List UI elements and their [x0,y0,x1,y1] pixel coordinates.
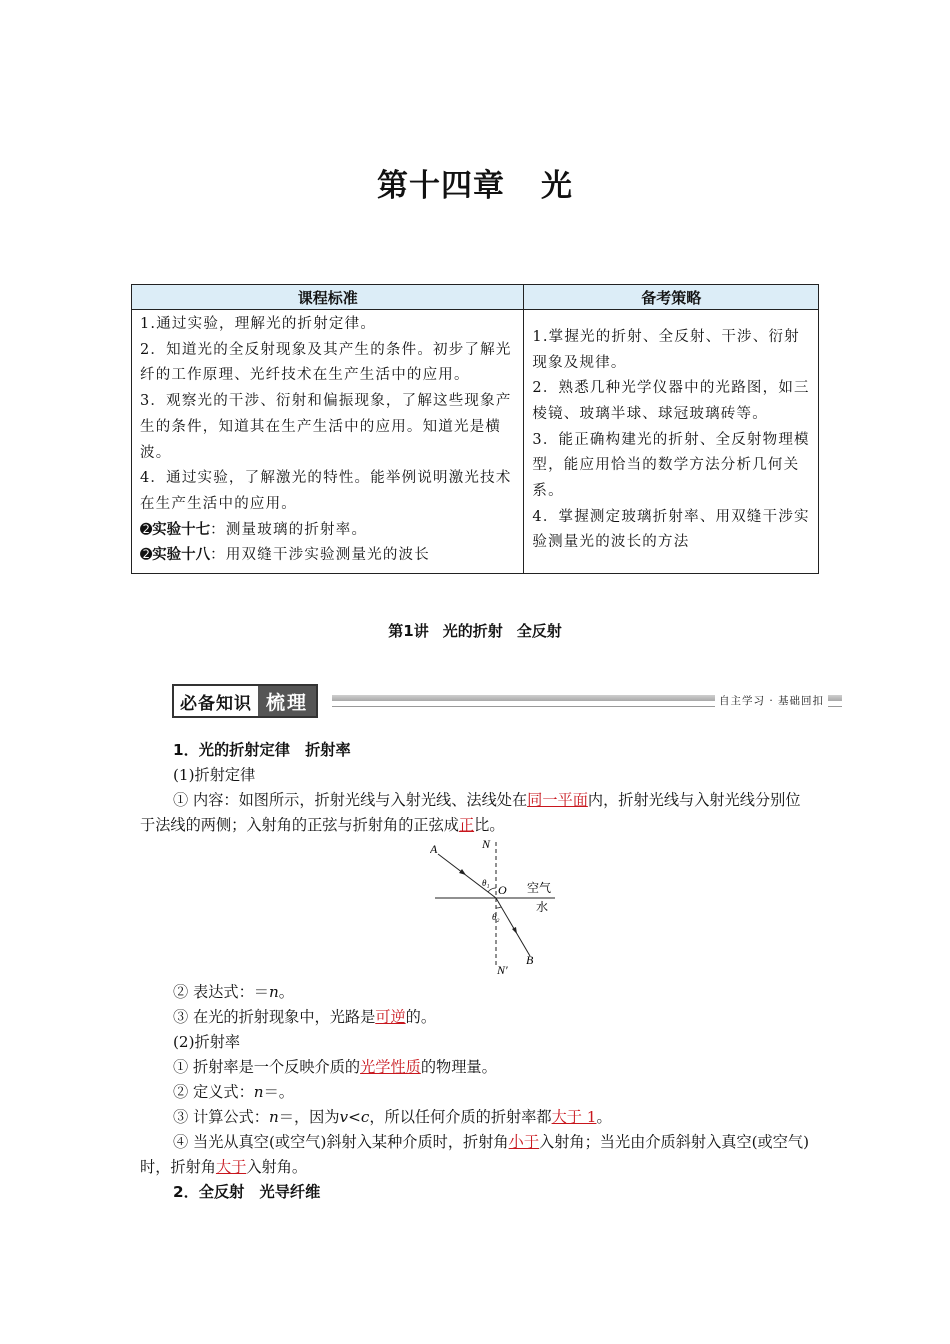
angle1-arc [488,888,496,892]
paragraph-expression [140,980,812,1005]
experiment-item [140,518,515,544]
lecture-topic-a: 光的折射 [442,622,503,640]
lecture-title [0,620,950,641]
paragraph-index-meaning [140,1055,812,1080]
text: 。 [278,983,294,1001]
experiment-text: ：测量玻璃的折射率。 [210,521,368,538]
symbol-n: n [268,1108,279,1126]
standard-item: 3．观察光的干涉、衍射和偏振现象，了解这些现象产生的条件，知道其在生产生活中的应用。知道光是横波。 [140,393,512,461]
standard-item: 1.通过实验，理解光的折射定律。 [140,316,377,332]
section-heading: 1．光的折射定律 折射率 [173,741,351,759]
banner-main: 必备知识 [180,693,252,714]
experiment-icon: ➋ [140,547,153,564]
chapter-number: 第十四章 [377,168,505,204]
paragraph-content [140,788,812,838]
experiment-label: 实验十七 [152,521,211,538]
section-heading: 2．全反射 光导纤维 [173,1183,321,1201]
answer-blank: 大于 1 [551,1108,597,1126]
refraction-diagram [430,840,570,978]
answer-blank: 可逆 [375,1008,406,1026]
text: ② 定义式： [173,1083,254,1101]
symbol-c: c [360,1108,370,1126]
strategy-item: 2．熟悉几种光学仪器中的光路图，如三棱镜、玻璃半球、球冠玻璃砖等。 [532,380,810,422]
label-water: 水 [536,900,549,914]
paragraph-angle-compare [140,1130,812,1180]
exam-strategy-cell [524,310,819,574]
symbol-lt: < [348,1108,361,1126]
paragraph-formula [140,1105,812,1130]
answer-blank: 同一平面 [527,791,588,809]
strategy-item: 4．掌握测定玻璃折射率、用双缝干涉实验测量光的波长的方法 [532,508,810,551]
text: ＝。 [263,1083,294,1101]
banner-highlight: 梳理 [258,686,316,716]
label-o: O [498,883,507,897]
symbol-n: n [253,1083,264,1101]
header-curriculum-standard: 课程标准 [132,285,524,310]
experiment-icon: ➋ [140,521,153,538]
text: 的。 [405,1008,437,1026]
text: ④ 当光从真空(或空气)斜射入某种介质时，折射角 [173,1133,509,1151]
text: ① 折射率是一个反映介质的 [173,1058,361,1076]
angle2-arc [496,907,501,908]
paragraph-definition [140,1080,812,1105]
text: 入射角。 [246,1158,308,1176]
text: ③ 在光的折射现象中，光路是 [173,1008,376,1026]
answer-blank: 光学性质 [360,1058,421,1076]
banner-subtitle: 自主学习 · 基础回扣 [715,693,828,708]
text: 。 [596,1108,612,1126]
curriculum-standard-cell [132,310,524,574]
standard-item: 2．知道光的全反射现象及其产生的条件。初步了解光纤的工作原理、光纤技术在生产生活中的应用。 [140,341,512,384]
incident-arrow-icon [459,869,466,875]
subsection-heading: (2)折射率 [173,1033,241,1051]
label-n-prime: N′ [497,963,508,977]
answer-blank: 大于 [215,1158,247,1176]
banner-label-box [172,684,318,718]
answer-blank: 正 [458,816,475,834]
standard-item: 4．通过实验，了解激光的特性。能举例说明激光技术在生产生活中的应用。 [140,470,512,512]
answer-blank: 小于 [508,1133,539,1151]
incident-ray [438,854,496,898]
section-banner [172,684,842,716]
symbol-v: v [339,1108,349,1126]
lecture-topic-b: 全反射 [516,622,562,640]
strategy-item: 1.掌握光的折射、全反射、干涉、衍射现象及规律。 [532,328,800,371]
label-b: B [526,953,534,967]
content-body [140,738,812,1205]
label-theta1: θ₁ [482,878,490,888]
text: 比。 [474,816,505,834]
strategy-item: 3．能正确构建光的折射、全反射物理模型，能应用恰当的数学方法分析几何关系。 [532,431,810,500]
refracted-ray [496,898,530,956]
refracted-arrow-icon [512,927,517,934]
refraction-figure [140,838,812,980]
label-n: N [482,840,491,851]
label-a: A [430,842,438,856]
label-air: 空气 [527,881,552,895]
label-theta2: θ₂ [492,912,500,922]
text: 的物理量。 [420,1058,497,1076]
subsection-heading: (1)折射定律 [173,766,256,784]
chapter-name: 光 [541,168,573,204]
lecture-number: 第1讲 [388,622,429,640]
curriculum-table [131,284,819,574]
experiment-text: ：用双缝干涉实验测量光的波长 [210,547,430,564]
header-exam-strategy: 备考策略 [524,285,819,310]
experiment-item [140,543,515,569]
text: 入射角；当光由介质斜射入真空(或空气)时，折射角 [140,1133,810,1176]
symbol-n: n [268,983,279,1001]
text: ＝，因为 [278,1108,340,1126]
text: ① 内容：如图所示，折射光线与入射光线、法线处在 [173,791,528,809]
text: 内，折射光线与入射光线分别位于法线的两侧；入射角的正弦与折射角的正弦成 [140,791,801,834]
text: ③ 计算公式： [173,1108,269,1126]
text: ，所以任何介质的折射率都 [369,1108,552,1126]
experiment-label: 实验十八 [152,547,211,564]
paragraph-reversible [140,1005,812,1030]
text: ② 表达式：＝ [173,983,269,1001]
chapter-title [0,160,950,205]
